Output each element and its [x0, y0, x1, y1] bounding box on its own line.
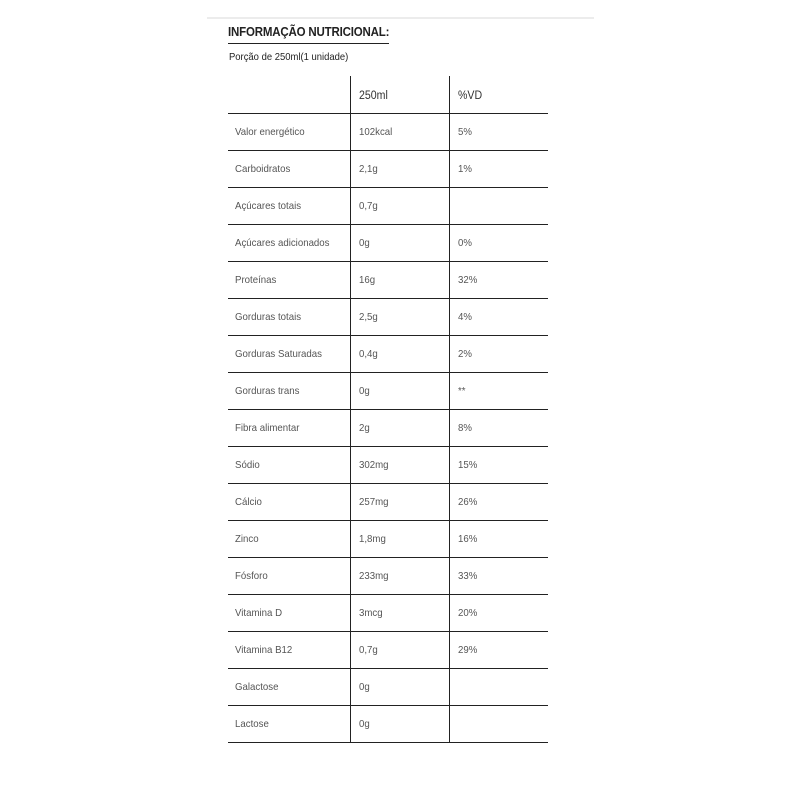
nutrient-vd: 16% [449, 521, 548, 557]
nutrient-amount: 257mg [350, 484, 449, 520]
nutrient-name: Galactose [235, 681, 279, 693]
nutrient-amount: 16g [350, 262, 449, 298]
table-row [228, 373, 548, 410]
nutrient-name: Carboidratos [235, 163, 291, 175]
table-row [228, 521, 548, 558]
nutrient-vd: 8% [449, 410, 548, 446]
nutrient-vd: 4% [449, 299, 548, 335]
nutrient-amount: 2,5g [350, 299, 449, 335]
nutrient-amount: 233mg [350, 558, 449, 594]
nutrient-vd: 29% [449, 632, 548, 668]
nutrient-amount: 0g [350, 225, 449, 261]
page-title: INFORMAÇÃO NUTRICIONAL: [228, 25, 389, 44]
table-row [228, 447, 548, 484]
header-vd: %VD [449, 76, 548, 113]
nutrient-name: Zinco [235, 533, 259, 545]
nutrient-amount: 0,4g [350, 336, 449, 372]
nutrient-vd: 20% [449, 595, 548, 631]
table-row [228, 188, 548, 225]
nutrient-name: Vitamina D [235, 607, 283, 619]
nutrient-name: Vitamina B12 [235, 644, 293, 656]
table-row [228, 114, 548, 151]
nutrient-vd: 2% [449, 336, 548, 372]
nutrient-name: Sódio [235, 459, 260, 471]
table-row [228, 706, 548, 743]
table-row [228, 336, 548, 373]
nutrient-name: Gorduras trans [235, 385, 300, 397]
nutrient-vd: 26% [449, 484, 548, 520]
header-amount: 250ml [350, 76, 449, 113]
nutrient-amount: 0g [350, 373, 449, 409]
nutrient-amount: 1,8mg [350, 521, 449, 557]
table-row [228, 632, 548, 669]
header-nutrient [228, 76, 350, 113]
nutrient-name: Valor energético [235, 126, 305, 138]
nutrient-name: Proteínas [235, 274, 277, 286]
nutrient-name: Açúcares totais [235, 200, 302, 212]
nutrient-vd [449, 706, 548, 742]
nutrient-name: Lactose [235, 718, 269, 730]
nutrient-vd: 33% [449, 558, 548, 594]
nutrient-name: Fibra alimentar [235, 422, 300, 434]
table-header-row [228, 76, 548, 114]
nutrient-vd: 15% [449, 447, 548, 483]
portion-label: Porção de 250ml(1 unidade) [229, 51, 349, 63]
nutrient-amount: 3mcg [350, 595, 449, 631]
nutrition-table [228, 76, 548, 743]
nutrient-vd [449, 669, 548, 705]
nutrient-vd: 5% [449, 114, 548, 150]
table-row [228, 669, 548, 706]
table-row [228, 225, 548, 262]
nutrient-vd [449, 188, 548, 224]
nutrient-name: Gorduras totais [235, 311, 302, 323]
nutrient-vd: ** [449, 373, 548, 409]
nutrient-amount: 102kcal [350, 114, 449, 150]
nutrient-name: Gorduras Saturadas [235, 348, 322, 360]
nutrient-amount: 0,7g [350, 632, 449, 668]
table-row [228, 262, 548, 299]
nutrient-vd: 0% [449, 225, 548, 261]
nutrient-name: Açúcares adicionados [235, 237, 330, 249]
nutrient-amount: 0,7g [350, 188, 449, 224]
nutrient-amount: 0g [350, 669, 449, 705]
table-body [228, 114, 548, 743]
nutrient-amount: 2,1g [350, 151, 449, 187]
table-row [228, 299, 548, 336]
nutrient-vd: 32% [449, 262, 548, 298]
table-row [228, 151, 548, 188]
table-row [228, 484, 548, 521]
nutrient-name: Fósforo [235, 570, 268, 582]
nutrient-amount: 2g [350, 410, 449, 446]
table-row [228, 595, 548, 632]
nutrient-amount: 302mg [350, 447, 449, 483]
nutrient-name: Cálcio [235, 496, 262, 508]
nutrient-vd: 1% [449, 151, 548, 187]
table-row [228, 410, 548, 447]
table-row [228, 558, 548, 595]
top-divider [207, 17, 594, 19]
nutrient-amount: 0g [350, 706, 449, 742]
